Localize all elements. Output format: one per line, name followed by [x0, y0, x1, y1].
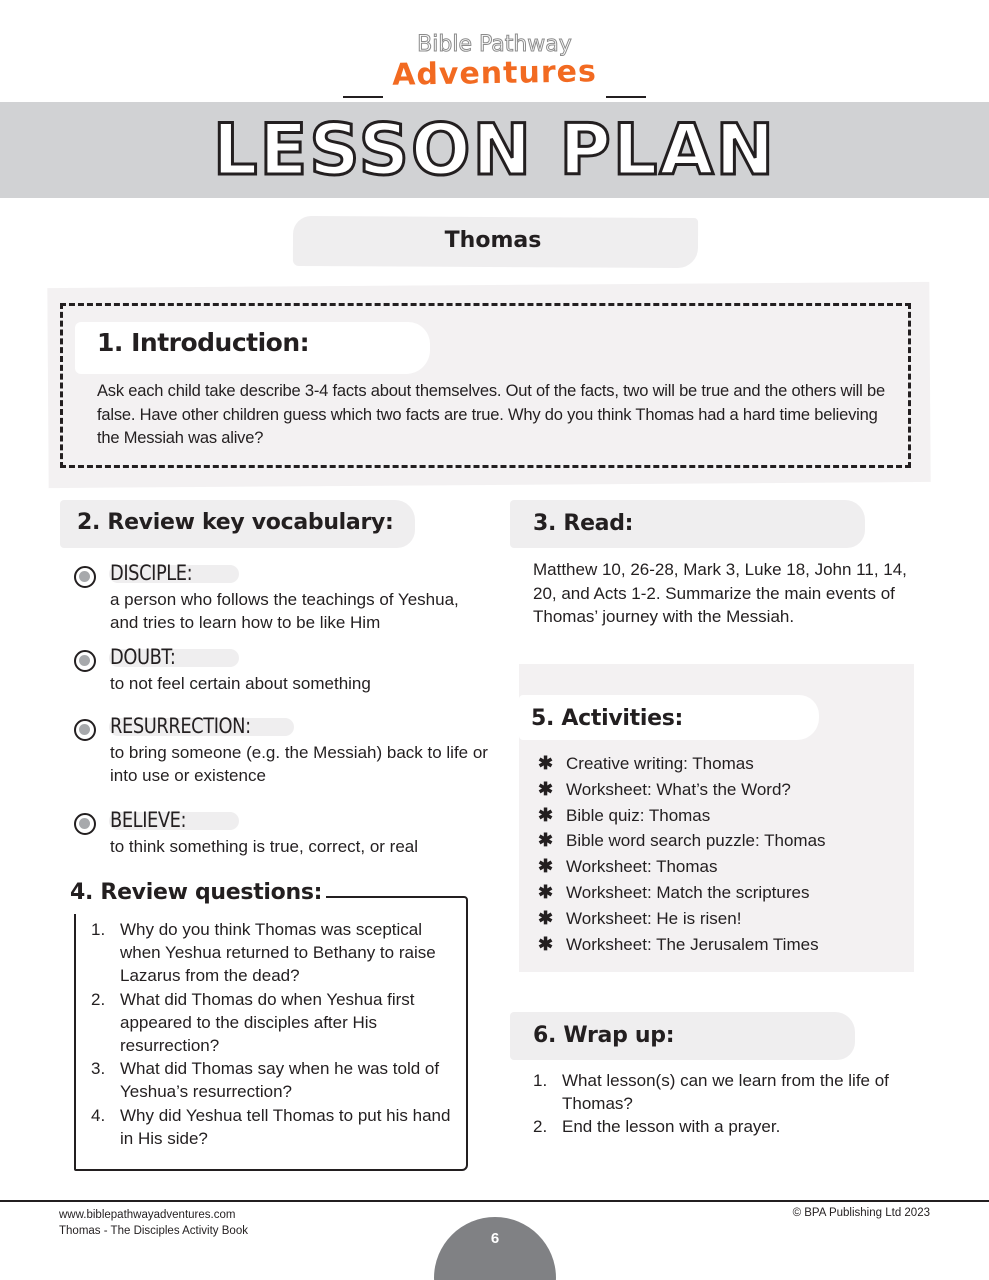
list-item: ✱ Worksheet: Match the scriptures: [538, 880, 826, 906]
page-number-badge: [434, 1217, 556, 1280]
footer-left: [59, 1207, 248, 1239]
footer-copyright: © BPA Publishing Ltd 2023: [792, 1207, 930, 1219]
asterisk-icon: ✱: [538, 881, 554, 902]
radio-bullet-icon: [74, 650, 96, 672]
lesson-subtitle: Thomas: [444, 228, 542, 253]
list-item: ✱ Worksheet: The Jerusalem Times: [538, 932, 826, 958]
asterisk-icon: ✱: [538, 778, 554, 799]
vocab-definition: to not feel certain about something: [110, 674, 371, 693]
read-text: Matthew 10, 26-28, Mark 3, Luke 18, John 11, 14, 20, and Acts 1-2. Summarize the main events of Thomas’ journey with the Messiah.: [533, 560, 907, 626]
radio-bullet-icon: [74, 813, 96, 835]
asterisk-icon: ✱: [538, 856, 554, 877]
vocab-term: DISCIPLE:: [110, 561, 193, 585]
logo-divider-right: [606, 96, 646, 98]
asterisk-icon: ✱: [538, 753, 554, 773]
list-item: 3. What did Thomas say when he was told of Yeshua’s resurrection?: [91, 1059, 440, 1102]
radio-bullet-icon: [74, 719, 96, 741]
read-heading: 3. Read:: [533, 511, 634, 536]
list-item: ✱ Bible word search puzzle: Thomas: [538, 828, 826, 854]
brand-logo: [0, 28, 989, 98]
vocab-term: BELIEVE:: [110, 808, 187, 832]
asterisk-icon: ✱: [538, 933, 554, 954]
logo-divider-left: [343, 96, 383, 98]
page-title: LESSON PLAN: [212, 109, 777, 191]
asterisk-icon: ✱: [538, 804, 554, 825]
footer-book-title: Thomas - The Disciples Activity Book: [59, 1225, 248, 1237]
activities-heading: 5. Activities:: [531, 706, 684, 731]
list-item: ✱ Bible quiz: Thomas: [538, 803, 826, 829]
list-item: ✱ Creative writing: Thomas: [538, 751, 826, 777]
vocab-definition: to bring someone (e.g. the Messiah) back to life or into use or existence: [110, 743, 488, 785]
vocab-term: DOUBT:: [110, 645, 176, 669]
list-item: 2. What did Thomas do when Yeshua first appeared to the disciples after His resurrection?: [91, 989, 415, 1056]
logo-line-1: Bible Pathway: [417, 32, 572, 57]
vocab-term: RESURRECTION:: [110, 714, 251, 738]
vocab-definition: a person who follows the teachings of Yeshua, and tries to learn how to be like Him: [110, 590, 459, 632]
logo-line-2: Adventures: [391, 54, 598, 93]
page-number: 6: [490, 1230, 500, 1247]
list-item: ✱ Worksheet: He is risen!: [538, 906, 826, 932]
vocab-definition: to think something is true, correct, or real: [110, 837, 419, 856]
review-questions-heading: 4. Review questions:: [70, 880, 323, 905]
asterisk-icon: ✱: [538, 907, 554, 928]
intro-text: Ask each child take describe 3-4 facts about themselves. Out of the facts, two will be true and the others will be false. Have other children guess which two facts are true. Why do you think Thomas had a hard time believing the Messiah was alive?: [97, 382, 885, 447]
list-item: ✱ Worksheet: What’s the Word?: [538, 777, 826, 803]
list-item: 2. End the lesson with a prayer.: [533, 1117, 781, 1137]
list-item: ✱ Worksheet: Thomas: [538, 854, 826, 880]
list-item: 1. Why do you think Thomas was sceptical when Yeshua returned to Bethany to raise Lazarus from the dead?: [91, 920, 436, 986]
wrap-up-list: [533, 1069, 913, 1139]
review-questions-list: [91, 918, 461, 1150]
list-item: 1. What lesson(s) can we learn from the life of Thomas?: [533, 1071, 889, 1114]
asterisk-icon: ✱: [538, 830, 554, 851]
wrap-up-heading: 6. Wrap up:: [533, 1023, 675, 1048]
footer-website: www.biblepathwayadventures.com: [59, 1209, 236, 1221]
vocab-heading: 2. Review key vocabulary:: [77, 510, 394, 535]
radio-bullet-icon: [74, 566, 96, 588]
footer-divider: [0, 1200, 989, 1202]
list-item: 4. Why did Yeshua tell Thomas to put his hand in His side?: [91, 1105, 451, 1148]
intro-heading: 1. Introduction:: [97, 328, 310, 357]
activities-list: [538, 751, 826, 957]
